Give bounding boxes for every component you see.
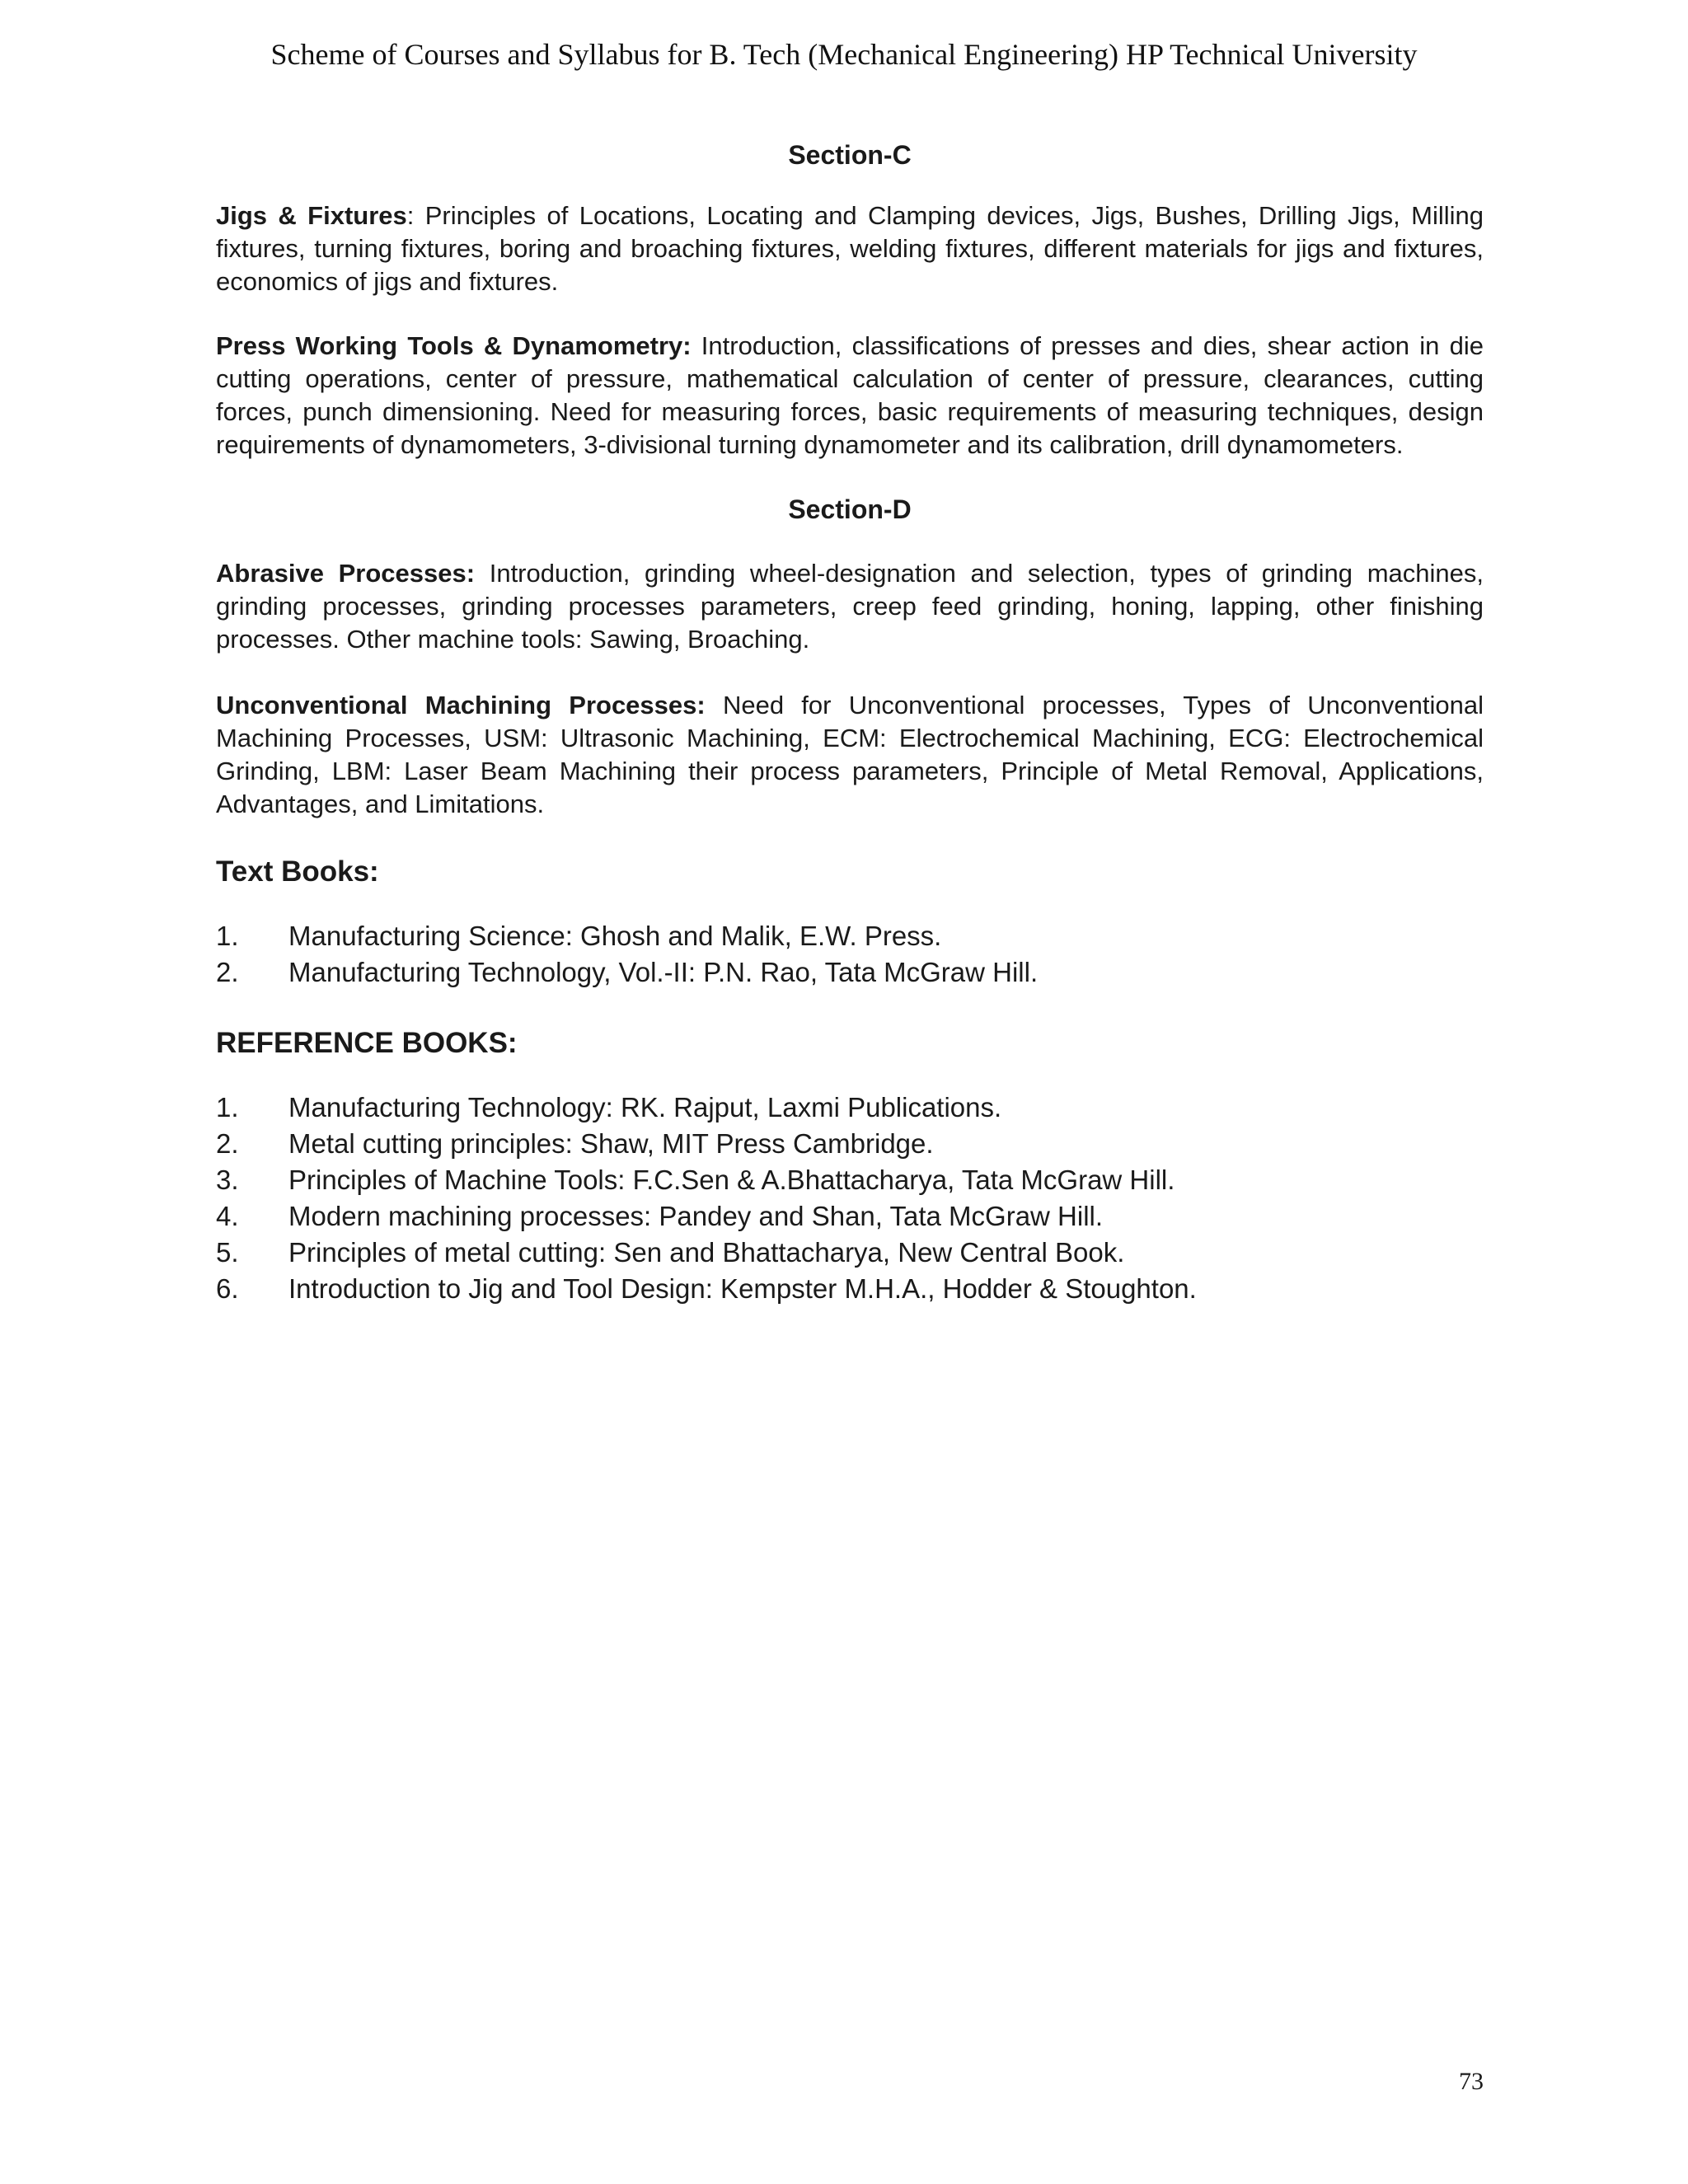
page-number: 73	[1459, 2068, 1484, 2095]
list-item-text: Manufacturing Technology: RK. Rajput, Laxmi Publications.	[288, 1092, 1002, 1122]
list-item-number: 3.	[216, 1165, 239, 1195]
list-item-number: 2.	[216, 1128, 239, 1159]
list-item-text: Modern machining processes: Pandey and Shan, Tata McGraw Hill.	[288, 1201, 1104, 1231]
jigs-fixtures-text: : Principles of Locations, Locating and Clamping devices, Jigs, Bushes, Drilling Jigs, Milling fixtures, turning fixtures, boring and broaching fixtures, welding fixtures, different materials for jigs and fixtures, economics of jigs and fixtures.	[216, 201, 1484, 296]
list-item	[216, 918, 1484, 954]
list-item-text: Manufacturing Science: Ghosh and Malik, E.W. Press.	[288, 921, 942, 951]
jigs-fixtures-lead: Jigs & Fixtures	[216, 201, 407, 230]
press-working-paragraph	[216, 330, 1484, 462]
list-item-number: 1.	[216, 921, 239, 951]
press-working-lead: Press Working Tools & Dynamometry:	[216, 331, 692, 360]
abrasive-paragraph	[216, 557, 1484, 656]
text-books-list	[216, 918, 1484, 991]
list-item-text: Principles of Machine Tools: F.C.Sen & A.Bhattacharya, Tata McGraw Hill.	[288, 1165, 1175, 1195]
unconventional-paragraph	[216, 689, 1484, 821]
abrasive-lead: Abrasive Processes:	[216, 559, 476, 588]
text-books-heading: Text Books:	[216, 855, 379, 888]
page-header: Scheme of Courses and Syllabus for B. Tech (Mechanical Engineering) HP Technical University	[270, 38, 1418, 71]
list-item-number: 4.	[216, 1201, 239, 1231]
press-working-text: Introduction, classifications of presses and dies, shear action in die cutting operations, center of pressure, mathematical calculation of center of pressure, clearances, cutting forces, punch dimensioning. Need for measuring forces, basic requirements of measuring techniques, design requirements of dynamometers, 3-divisional turning dynamometer and its calibration, drill dynamometers.	[216, 331, 1484, 459]
list-item-text: Metal cutting principles: Shaw, MIT Press Cambridge.	[288, 1128, 934, 1159]
list-item	[216, 1198, 1484, 1235]
list-item	[216, 1162, 1484, 1198]
list-item-number: 1.	[216, 1092, 239, 1122]
list-item	[216, 1271, 1484, 1307]
section-c-heading: Section-C	[788, 140, 912, 170]
list-item-number: 6.	[216, 1273, 239, 1304]
list-item-text: Introduction to Jig and Tool Design: Kempster M.H.A., Hodder & Stoughton.	[288, 1273, 1197, 1304]
abrasive-text: Introduction, grinding wheel-designation and selection, types of grinding machines, grinding processes, grinding processes parameters, creep feed grinding, honing, lapping, other finishing processes. Other machine tools: Sawing, Broaching.	[216, 559, 1484, 654]
jigs-fixtures-paragraph	[216, 199, 1484, 298]
list-item-number: 2.	[216, 957, 239, 987]
list-item	[216, 1126, 1484, 1162]
unconventional-lead: Unconventional Machining Processes:	[216, 691, 706, 719]
page-content	[216, 138, 1484, 1307]
reference-books-list	[216, 1090, 1484, 1307]
list-item-number: 5.	[216, 1237, 239, 1268]
reference-books-heading: REFERENCE BOOKS:	[216, 1027, 518, 1059]
unconventional-text: Need for Unconventional processes, Types of Unconventional Machining Processes, USM: Ultrasonic Machining, ECM: Electrochemical Machining, ECG: Electrochemical Grinding, LBM: Laser Beam Machining their process parameters, Principle of Metal Removal, Applications, Advantages, and Limitations.	[216, 691, 1484, 818]
list-item-text: Manufacturing Technology, Vol.-II: P.N. Rao, Tata McGraw Hill.	[288, 957, 1039, 987]
list-item	[216, 1090, 1484, 1126]
list-item-text: Principles of metal cutting: Sen and Bhattacharya, New Central Book.	[288, 1237, 1125, 1268]
list-item	[216, 954, 1484, 991]
list-item	[216, 1235, 1484, 1271]
section-d-heading: Section-D	[788, 494, 912, 524]
